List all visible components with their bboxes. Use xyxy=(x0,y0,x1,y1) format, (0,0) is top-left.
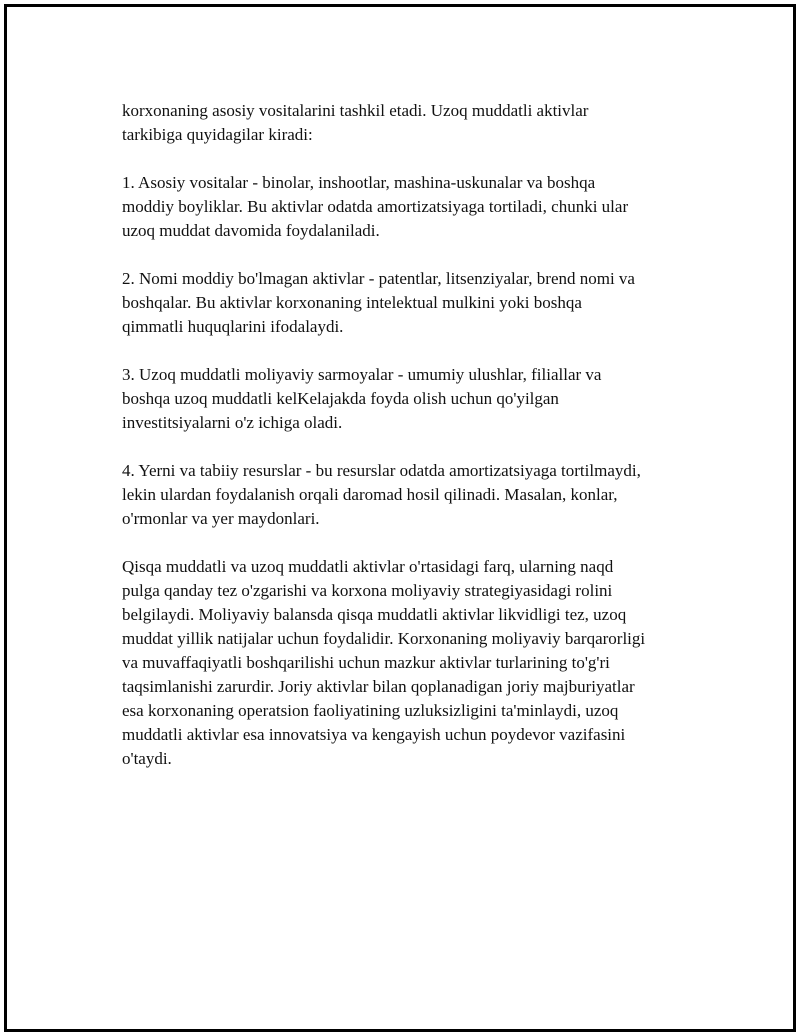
list-item-natural-resources: 4. Yerni va tabiiy resurslar - bu resurslar odatda amortizatsiyaga tortilmaydi, lekin ulardan foydalanish orqali daromad hosil qilinadi. Masalan, konlar, o'rmonlar va yer maydonlari. xyxy=(122,461,641,528)
paragraph-intro: korxonaning asosiy vositalarini tashkil etadi. Uzoq muddatli aktivlar tarkibiga quyidagilar kiradi: xyxy=(122,101,589,144)
paragraph-conclusion: Qisqa muddatli va uzoq muddatli aktivlar o'rtasidagi farq, ularning naqd pulga qanday tez o'zgarishi va korxona moliyaviy strategiyasidagi rolini belgilaydi. Moliyaviy balansda qisqa muddatli aktivlar likvidligi tez, uzoq muddat yillik natijalar uchun foydalidir. Korxonaning moliyaviy barqarorligi va muvaffaqiyatli boshqarilishi uchun mazkur aktivlar turlarining to'g'ri taqsimlanishi zarurdir. Joriy aktivlar bilan qoplanadigan joriy majburiyatlar esa korxonaning operatsion faoliyatining uzluksizligini ta'minlaydi, uzoq muddatli aktivlar esa innovatsiya va kengayish uchun poydevor vazifasini o'taydi. xyxy=(122,557,646,768)
list-item-financial-investments: 3. Uzoq muddatli moliyaviy sarmoyalar - umumiy ulushlar, filiallar va boshqa uzoq muddatli kelKelajakda foyda olish uchun qo'yilgan investitsiyalarni o'z ichiga oladi. xyxy=(122,365,602,432)
list-item-fixed-assets: 1. Asosiy vositalar - binolar, inshootlar, mashina-uskunalar va boshqa moddiy boyliklar. Bu aktivlar odatda amortizatsiyaga tortiladi, chunki ular uzoq muddat davomida foydalaniladi. xyxy=(122,173,629,240)
list-item-intangible-assets: 2. Nomi moddiy bo'lmagan aktivlar - patentlar, litsenziyalar, brend nomi va boshqalar. Bu aktivlar korxonaning intelektual mulkini yoki boshqa qimmatli huquqlarini ifodalaydi. xyxy=(122,269,635,336)
document-body xyxy=(122,99,702,771)
page-frame xyxy=(4,4,796,1032)
